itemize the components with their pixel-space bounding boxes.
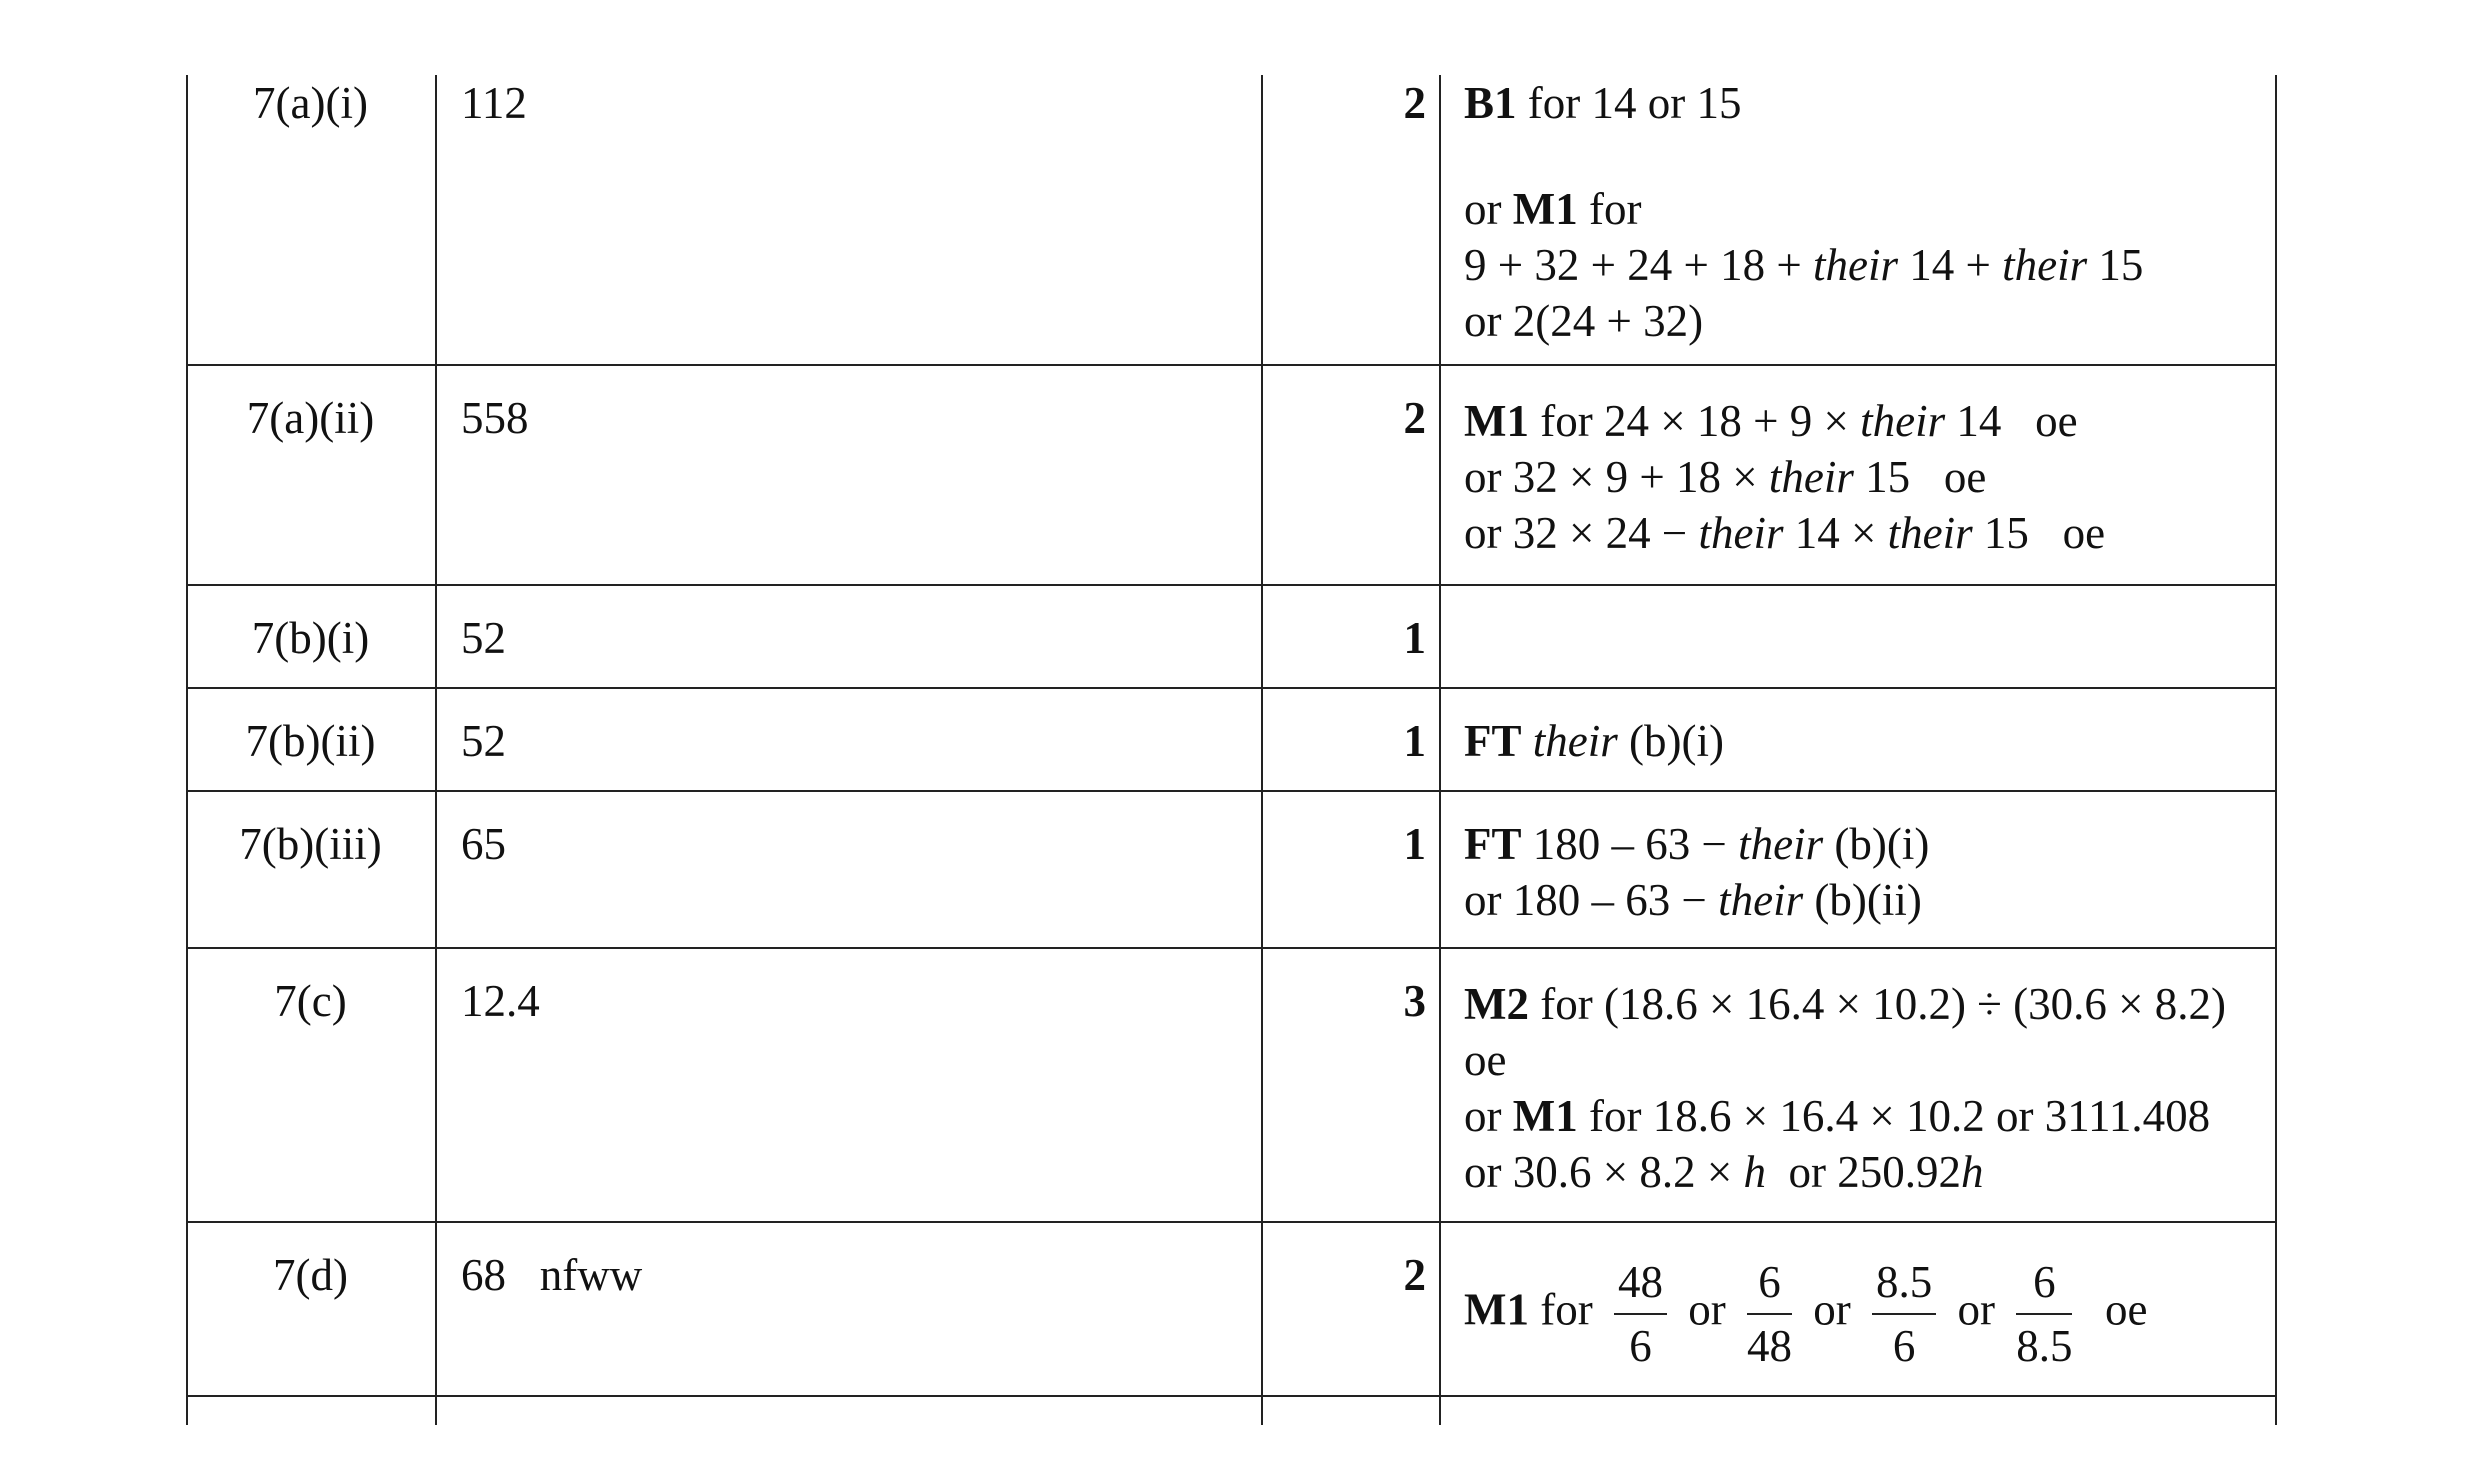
guidance-line: or M1 for bbox=[1464, 184, 1642, 234]
mark-code: M1 bbox=[1464, 1284, 1529, 1335]
guidance-line: B1 for 14 or 15 bbox=[1464, 78, 1742, 128]
question-number: 7(d) bbox=[273, 1250, 348, 1300]
guidance bbox=[1464, 713, 1724, 769]
answer: 65 bbox=[461, 819, 506, 869]
row-divider bbox=[186, 687, 2277, 689]
row-divider bbox=[186, 790, 2277, 792]
marks: 2 bbox=[1403, 393, 1426, 443]
fraction: $\frac{6}{48}$ bbox=[1747, 1251, 1792, 1377]
answer: 52 bbox=[461, 613, 506, 663]
fraction: $\frac{8.5}{6}$ bbox=[1872, 1251, 1936, 1377]
question-number: 7(a)(ii) bbox=[246, 393, 375, 443]
question-number: 7(a)(i) bbox=[253, 78, 368, 128]
row-divider bbox=[186, 584, 2277, 586]
marks: 3 bbox=[1403, 976, 1426, 1026]
answer: 12.4 bbox=[461, 976, 540, 1026]
answer: 112 bbox=[461, 78, 527, 128]
guidance-line: FT 180 – 63 − their (b)(i) bbox=[1464, 819, 1930, 869]
guidance-line: or 32 × 9 + 18 × their 15 oe bbox=[1464, 452, 1987, 502]
guidance-text: or bbox=[1688, 1284, 1726, 1335]
row-divider bbox=[186, 364, 2277, 366]
question-number: 7(b)(i) bbox=[251, 613, 370, 663]
guidance bbox=[1464, 816, 1929, 928]
guidance-text: or bbox=[1957, 1284, 1995, 1335]
question-number: 7(b)(iii) bbox=[239, 819, 382, 869]
guidance-line: M1 for 24 × 18 + 9 × their 14 oe bbox=[1464, 396, 2078, 446]
guidance bbox=[1464, 1251, 2147, 1377]
mark-scheme-table bbox=[186, 75, 2277, 1425]
guidance-line: or 2(24 + 32) bbox=[1464, 296, 1704, 346]
guidance-line: M2 for (18.6 × 16.4 × 10.2) ÷ (30.6 × 8.2) bbox=[1464, 979, 2226, 1029]
question-number: 7(b)(ii) bbox=[245, 716, 376, 766]
marks: 1 bbox=[1403, 716, 1426, 766]
guidance-line: oe bbox=[1464, 1035, 1507, 1085]
guidance-line: or 30.6 × 8.2 × h or 250.92h bbox=[1464, 1147, 1984, 1197]
fraction: $\frac{48}{6}$ bbox=[1614, 1251, 1667, 1377]
answer: 558 bbox=[461, 393, 529, 443]
guidance bbox=[1464, 393, 2105, 561]
guidance-line: FT their (b)(i) bbox=[1464, 716, 1724, 766]
guidance bbox=[1464, 75, 2143, 349]
question-number: 7(c) bbox=[274, 976, 347, 1026]
guidance-line: or M1 for 18.6 × 16.4 × 10.2 or 3111.408 bbox=[1464, 1091, 2211, 1141]
answer: 68 nfww bbox=[461, 1250, 643, 1300]
guidance-text: oe bbox=[2104, 1284, 2148, 1335]
marks: 1 bbox=[1403, 819, 1426, 869]
row-divider bbox=[186, 1395, 2277, 1397]
fraction: $\frac{6}{8.5}$ bbox=[2016, 1251, 2072, 1377]
guidance-line: or 32 × 24 − their 14 × their 15 oe bbox=[1464, 508, 2106, 558]
marks: 1 bbox=[1403, 613, 1426, 663]
guidance bbox=[1464, 976, 2226, 1200]
guidance-line: 9 + 32 + 24 + 18 + their 14 + their 15 bbox=[1464, 240, 2144, 290]
guidance-text: for bbox=[1540, 1284, 1593, 1335]
guidance-line: or 180 – 63 − their (b)(ii) bbox=[1464, 875, 1922, 925]
marks: 2 bbox=[1403, 1250, 1426, 1300]
marks: 2 bbox=[1403, 78, 1426, 128]
answer: 52 bbox=[461, 716, 506, 766]
row-divider bbox=[186, 947, 2277, 949]
row-divider bbox=[186, 1221, 2277, 1223]
guidance-text: or bbox=[1813, 1284, 1851, 1335]
